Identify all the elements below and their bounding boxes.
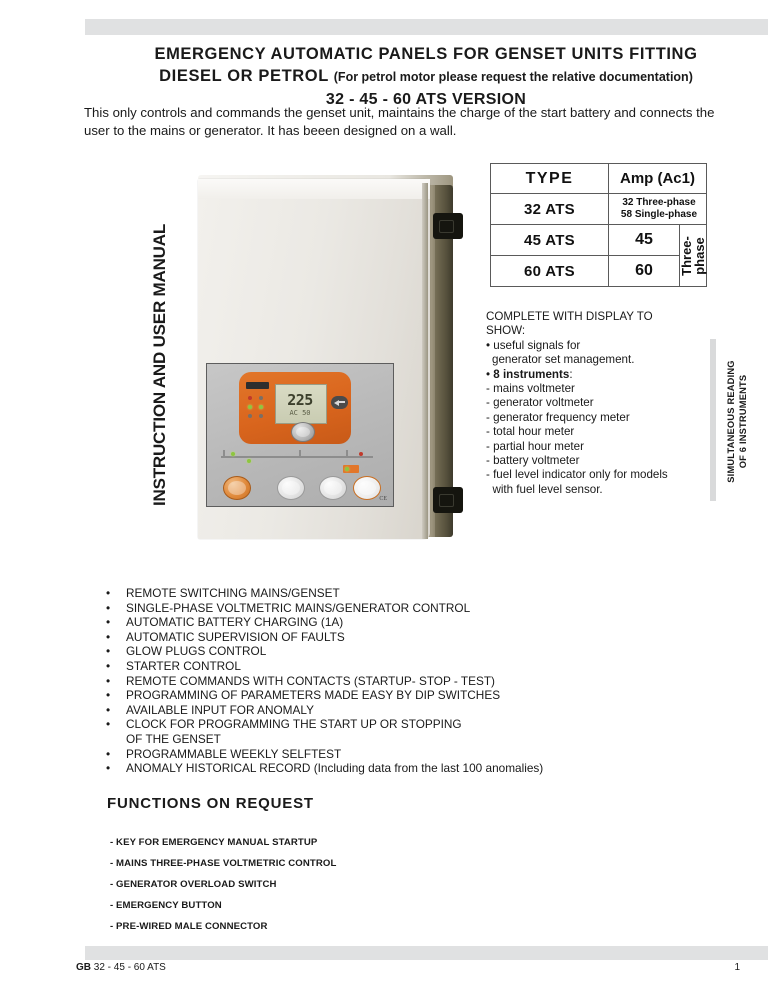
intro-paragraph: This only controls and commands the genset unit, maintains the charge of the start battery and connects the user to the mains or generator. It has beeen designed on a wall. <box>84 105 715 138</box>
functions-on-request-title: FUNCTIONS ON REQUEST <box>107 795 314 812</box>
status-led-mains <box>259 396 263 400</box>
instrument-item: - total hour meter <box>486 425 575 439</box>
amp-32-threephase: 32 Three-phase <box>622 197 696 208</box>
list-bullet: • <box>106 688 111 703</box>
display-description <box>486 310 701 497</box>
list-bullet: • <box>106 746 111 761</box>
hinge-bottom-icon <box>433 487 463 513</box>
table-header-type: TYPE <box>491 164 609 194</box>
list-item-label: STARTER CONTROL <box>126 658 241 673</box>
table-cell-amp-60: 60 <box>609 256 680 287</box>
list-item <box>100 601 700 616</box>
list-item-label: CLOCK FOR PROGRAMMING THE START UP OR STOPPING <box>126 717 462 732</box>
page-title <box>84 44 768 111</box>
table-cell-type-32: 32 ATS <box>491 194 609 225</box>
list-item-label: PROGRAMMABLE WEEKLY SELFTEST <box>126 746 342 761</box>
cabinet-door-gap <box>422 183 428 539</box>
instrument-item: - generator frequency meter <box>486 410 630 424</box>
arrow-button-icon[interactable] <box>331 396 348 409</box>
mimic-led-indicator <box>345 467 349 471</box>
instrument-item: - fuel level indicator only for models <box>486 468 668 482</box>
list-bullet: • <box>106 761 111 776</box>
instrument-item: with fuel level sensor. <box>486 482 603 496</box>
control-panel-plate <box>206 363 394 507</box>
list-item-label: AVAILABLE INPUT FOR ANOMALY <box>126 702 314 717</box>
list-item-label: ANOMALY HISTORICAL RECORD (Including data from the last 100 anomalies) <box>126 761 544 776</box>
list-item <box>100 688 700 703</box>
list-item <box>100 615 700 630</box>
mimic-tick-load <box>346 450 348 457</box>
mimic-led-generator <box>247 459 251 463</box>
request-item: - KEY FOR EMERGENCY MANUAL STARTUP <box>110 837 318 848</box>
generator-breaker-face <box>358 481 376 495</box>
list-item-label: PROGRAMMING OF PARAMETERS MADE EASY BY DIP SWITCHES <box>126 688 501 703</box>
list-bullet: • <box>106 658 111 673</box>
status-led-run <box>248 405 252 409</box>
manual-side-title: INSTRUCTION AND USER MANUAL <box>150 224 169 507</box>
page-number: 1 <box>734 962 740 973</box>
ce-mark-icon: CE <box>379 496 387 502</box>
display-bullet-1a: • useful signals for <box>486 338 581 352</box>
simultaneous-note-line-1: SIMULTANEOUS READING <box>726 360 736 483</box>
list-bullet: • <box>106 615 111 630</box>
table-cell-type-45: 45 ATS <box>491 225 609 256</box>
phase-label-text <box>680 236 706 276</box>
table-header-row <box>491 164 707 194</box>
list-item <box>100 747 700 762</box>
title-line-3: 32 - 45 - 60 ATS VERSION <box>325 91 527 108</box>
footer-document-code <box>76 962 166 973</box>
mimic-diagram-line <box>221 456 373 458</box>
display-bullet-2 <box>486 368 701 382</box>
request-item: - PRE-WIRED MALE CONNECTOR <box>110 921 268 932</box>
instrument-item: - generator voltmeter <box>486 396 594 410</box>
lcd-display <box>275 384 327 424</box>
mimic-led-fault <box>359 452 363 456</box>
simultaneous-note <box>726 334 749 509</box>
header-rule-band <box>85 19 768 35</box>
simultaneous-note-bar <box>710 339 716 501</box>
instrument-item: - battery voltmeter <box>486 454 580 468</box>
footer-model: 32 - 45 - 60 ATS <box>91 962 166 973</box>
list-bullet: • <box>106 644 111 659</box>
list-bullet: • <box>106 629 111 644</box>
list-item-label: GLOW PLUGS CONTROL <box>126 644 267 659</box>
feature-list <box>100 586 700 776</box>
list-item-label: REMOTE COMMANDS WITH CONTACTS (STARTUP- STOP - TEST) <box>126 673 495 688</box>
lcd-main-value: 225 <box>287 391 313 409</box>
title-line-2 <box>84 65 768 89</box>
hinge-top-icon <box>433 213 463 239</box>
list-item-label: AUTOMATIC SUPERVISION OF FAULTS <box>126 629 345 644</box>
status-led-generator <box>259 405 263 409</box>
table-row <box>491 256 707 287</box>
mains-breaker-knob[interactable] <box>319 476 347 500</box>
list-bullet: • <box>106 673 111 688</box>
product-photo <box>190 165 475 550</box>
status-led-aux2 <box>259 414 263 418</box>
phase-label-line-1: Three- <box>679 235 694 276</box>
footer-language-code: GB <box>76 962 91 973</box>
request-item: - EMERGENCY BUTTON <box>110 900 222 911</box>
display-bullet-2-bold: 8 instruments <box>493 367 570 381</box>
mode-selector-switch[interactable] <box>277 476 305 500</box>
list-item <box>100 674 700 689</box>
functions-on-request-list <box>110 832 540 937</box>
request-item: - MAINS THREE-PHASE VOLTMETRIC CONTROL <box>110 858 337 869</box>
controller-module <box>239 372 351 444</box>
list-item <box>100 717 700 732</box>
selector-knob-face <box>296 427 310 437</box>
list-bullet: • <box>106 702 111 717</box>
title-line-1: EMERGENCY AUTOMATIC PANELS FOR GENSET UNITS FITTING <box>154 45 698 63</box>
list-item-continuation: OF THE GENSET <box>126 731 221 746</box>
mimic-tick-mains <box>223 450 225 457</box>
request-item: - GENERATOR OVERLOAD SWITCH <box>110 879 277 890</box>
table-row <box>491 225 707 256</box>
table-cell-phase-label <box>680 225 707 287</box>
list-item <box>100 586 700 601</box>
emergency-button-face <box>228 481 246 495</box>
display-heading-1: COMPLETE WITH DISPLAY TO <box>486 310 653 323</box>
display-bullet-2-prefix: • <box>486 367 494 381</box>
list-item <box>100 644 700 659</box>
generator-breaker-knob[interactable] <box>353 476 381 500</box>
emergency-button[interactable] <box>223 476 251 500</box>
instrument-item: - mains voltmeter <box>486 382 575 396</box>
table-cell-amp-32 <box>609 194 707 225</box>
status-led-alarm <box>248 396 252 400</box>
simultaneous-note-line-2: OF 6 INSTRUMENTS <box>737 374 748 469</box>
list-bullet: • <box>106 717 111 732</box>
specification-table <box>490 163 707 287</box>
list-item <box>100 659 700 674</box>
display-bullet-2-suffix: : <box>569 367 573 381</box>
lcd-secondary-value: AC 50 <box>289 409 311 417</box>
table-row <box>491 194 707 225</box>
amp-32-singlephase: 58 Single-phase <box>620 209 698 220</box>
mimic-led-mains <box>231 452 235 456</box>
table-cell-amp-45: 45 <box>609 225 680 256</box>
list-bullet: • <box>106 600 111 615</box>
mimic-tick-center <box>299 450 301 457</box>
list-item <box>100 703 700 718</box>
list-item-label: AUTOMATIC BATTERY CHARGING (1A) <box>126 615 344 630</box>
display-bullet-1b: generator set management. <box>492 353 635 367</box>
mode-selector-face <box>282 481 300 495</box>
title-line-2-main: DIESEL OR PETROL <box>159 67 329 85</box>
phase-label-line-2: phase <box>692 236 707 275</box>
list-item <box>100 630 700 645</box>
controller-label-strip <box>246 382 269 389</box>
list-item-label: REMOTE SWITCHING MAINS/GENSET <box>126 586 340 600</box>
status-led-aux1 <box>248 414 252 418</box>
instrument-item: - partial hour meter <box>486 439 584 453</box>
list-bullet: • <box>106 586 111 600</box>
table-header-amp: Amp (Ac1) <box>609 164 707 194</box>
display-heading-2: SHOW: <box>486 324 526 338</box>
title-line-2-sub: (For petrol motor please request the relative documentation) <box>333 70 693 84</box>
list-item <box>100 761 700 776</box>
cabinet-front-highlight <box>198 179 430 199</box>
table-cell-type-60: 60 ATS <box>491 256 609 287</box>
mains-breaker-face <box>324 481 342 495</box>
footer-rule-band <box>85 946 768 960</box>
phase-label-wrap <box>680 228 706 284</box>
list-item-label: SINGLE-PHASE VOLTMETRIC MAINS/GENERATOR CONTROL <box>126 600 471 615</box>
selector-knob[interactable] <box>291 422 315 442</box>
